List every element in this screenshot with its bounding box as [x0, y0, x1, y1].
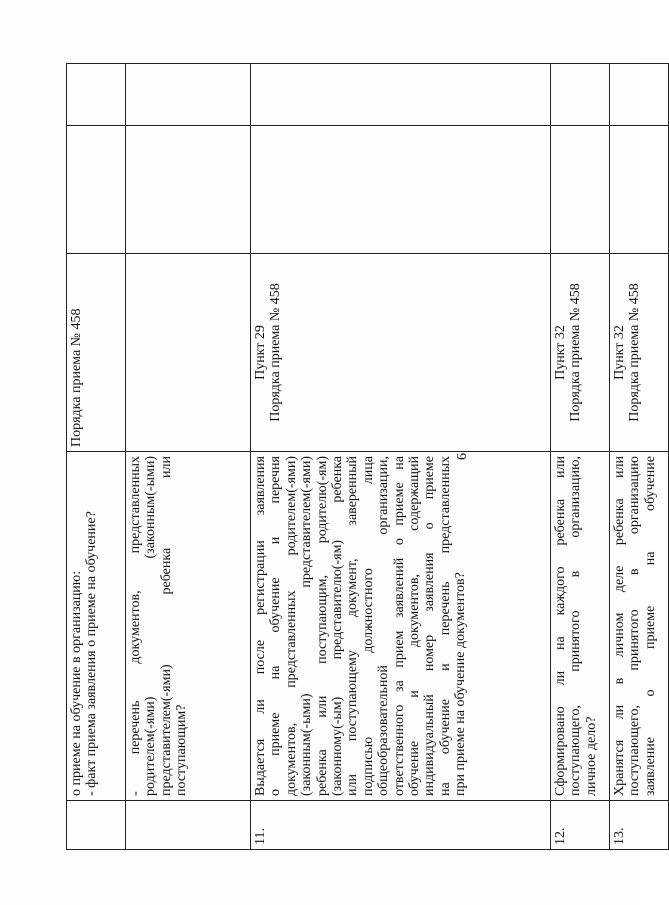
- question-line: ответственного за прием заявлений о приеме на: [391, 456, 407, 796]
- question-line: обучение и документов, содержащий: [407, 456, 423, 796]
- question-line: или поступающему документ, заверенный: [345, 456, 361, 796]
- table-row: [610, 64, 669, 850]
- answer-cell: [126, 126, 251, 254]
- question-line: Выдается ли после регистрации заявления: [253, 456, 268, 796]
- question-line: ребенка или поступающим, родителю(-ям): [314, 456, 330, 796]
- question-line: - перечень документов, представленных: [128, 456, 143, 796]
- note-cell: [126, 64, 251, 126]
- note-cell: [251, 64, 551, 126]
- checklist-table: [66, 63, 669, 850]
- reference-cell: [126, 254, 251, 452]
- reference-line: Порядка приема № 458: [268, 283, 284, 422]
- table-row: [251, 64, 551, 850]
- reference-cell: [551, 254, 610, 452]
- row-number: 11.: [251, 801, 551, 850]
- question-line: Хранятся ли в личном деле ребенка или: [612, 456, 627, 796]
- row-number: 12.: [551, 801, 610, 850]
- reference-line: Пункт 32: [553, 325, 568, 380]
- reference-line: Пункт 32: [612, 325, 627, 380]
- table-row: [126, 64, 251, 850]
- question-line: личное дело?: [583, 716, 599, 796]
- reference-cell: [251, 254, 551, 452]
- note-cell: [610, 64, 669, 126]
- row-number: [126, 801, 251, 850]
- question-line: представителем(-ями) ребенка или: [158, 456, 174, 796]
- table-row: [67, 64, 126, 850]
- reference-line: Порядка приема № 458: [69, 308, 84, 447]
- question-line: (законному(-ым) представителю(-ям) ребенка: [330, 456, 346, 796]
- note-cell: [551, 64, 610, 126]
- answer-cell: [610, 126, 669, 254]
- question-line: документов, представленных родителем(-ями): [283, 456, 299, 796]
- reference-cell: [610, 254, 669, 452]
- reference-cell: [67, 254, 126, 452]
- question-line: при приеме на обучение документов?: [453, 572, 469, 796]
- question-line: общеобразовательной организации,: [376, 456, 392, 796]
- question-cell: [610, 452, 669, 801]
- question-line: подписью должностного лица: [360, 456, 376, 796]
- question-line: поступающего, принятого в организацию,: [568, 456, 584, 796]
- question-line: о приеме на обучение и перечня: [268, 456, 284, 796]
- question-line: индивидуальный номер заявления о приеме: [422, 456, 438, 796]
- question-line: на обучение и перечень представленных: [437, 456, 453, 796]
- row-number: [67, 801, 126, 850]
- question-line: о приеме на обучение в организацию:: [69, 570, 84, 796]
- question-cell: [251, 452, 551, 801]
- answer-cell: [251, 126, 551, 254]
- table-row: [551, 64, 610, 850]
- question-line: поступающим?: [174, 704, 190, 796]
- page-number: 6: [455, 453, 470, 460]
- reference-line: Пункт 29: [253, 325, 268, 380]
- reference-line: Порядка приема № 458: [568, 283, 584, 422]
- question-line: - факт приема заявления о приеме на обучение?: [84, 511, 100, 796]
- question-line: поступающего, принятого в организацию: [627, 456, 643, 796]
- question-cell: [551, 452, 610, 801]
- answer-cell: [67, 126, 126, 254]
- question-line: родителем(-ями) (законным(-ыми): [143, 456, 159, 796]
- row-number: 13.: [610, 801, 669, 850]
- note-cell: [67, 64, 126, 126]
- question-line: (законным(-ыми) представителем(-ями): [299, 456, 315, 796]
- question-cell: [67, 452, 126, 801]
- question-line: заявление о приеме на обучение: [642, 456, 658, 796]
- reference-line: Порядка приема № 458: [627, 283, 643, 422]
- question-cell: [126, 452, 251, 801]
- question-line: Сформировано ли на каждого ребенка или: [553, 456, 568, 796]
- answer-cell: [551, 126, 610, 254]
